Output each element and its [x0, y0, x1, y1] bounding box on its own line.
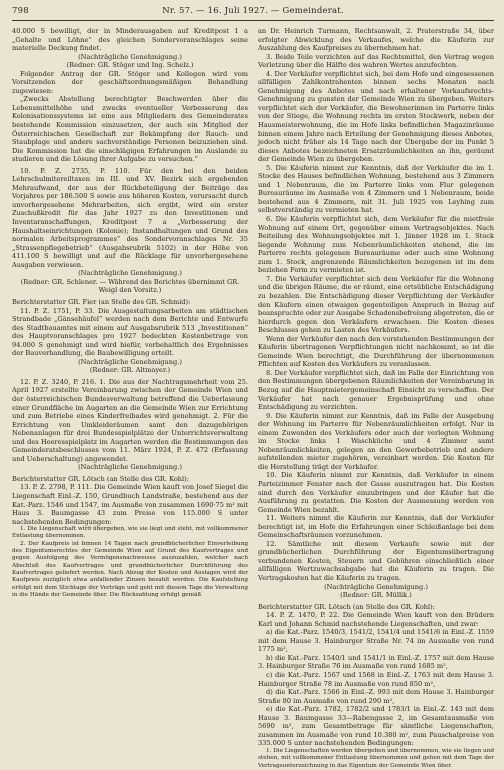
contract-clause: 3. Beide Teile verzichten auf das Rechtsmittel, den Vertrag wegen Verletzung über die Hälfte des wahren Wertes anzufechten. — [258, 52, 494, 70]
motion-quote: „Zwecks Abstellung berechtigter Beschwerden über die Lebensmittelhöhe und zwecks eventueller Verbesserung des Kolonisationssystems ist eine aus Mitgliedern des Gemeinderates bestehende Kommission einzusetzen, der auch ein Mitglied der Österreichischen Gesellschaft zur Bekämpfung der Rauch- und Staubplage und andere sachverständige Personen beizuziehen sind. Die Kommission hat die einschlägigen Erfahrungen im Auslande zu studieren und die Lösung ihrer Aufgabe zu versuchen.“ — [12, 95, 248, 164]
parcel-item-a: a) die Kat.-Parz. 1540/3, 1541/2, 1541/4 und 1541/6 in Einl.-Z. 1559 mit dem Hause 3. Hainburger Straße Nr. 74 im Ausmaße von rund 1775 m², — [258, 628, 494, 654]
contract-clause: 8. Der Verkäufer verpflichtet sich, daß im Falle der Einrichtung von den Bestimmungen übergebenen Räumlichkeiten der Vereinbarung in Bezug auf die Hauptmietergemeinschaft Einsicht zu verschaffen. Der Verkäufer hat nach genauer Ergebnisprüfung und ohne Entschädigung zu verzichten. — [258, 368, 494, 412]
parcel-item-b: b) die Kat.-Parz. 1540/1 und 1541/1 in Einl.-Z. 1757 mit dem Hause 3. Hainburger Straße 76 im Ausmaße von rund 1685 m², — [258, 653, 494, 671]
contract-clause: 10. Die Käuferin nimmt zur Kenntnis, daß Verkäufer in einem Parteizimmer Fenster nach der Gasse auszutragen hat. Die Kosten sind durch den Verkäufer einzubringen und der Käufer hat die Ausführung zu gestatten. Die Kosten der Ausmessung werden von Gemeinde Wien bezahlt. — [258, 471, 494, 514]
rapporteur-heading: Berichterstatter GR. Lötsch (an Stelle des GR. Kohl): — [12, 474, 189, 483]
paragraph: 40.000 S bewilligt, der in Minderausgaben auf Kreditpost 1 a „Gehalte und Löhne“ des gleichen Sondervoranschlages seine materielle Deckung findet. — [12, 27, 248, 53]
speakers-note: (Redner: GR. Altmayer.) — [89, 366, 171, 375]
agenda-item-14: 14. P. Z. 1470, P. 22. Die Gemeinde Wien kauft von den Brüdern Karl und Johann Schmid nachstehende Liegenschaften, und zwar: — [258, 611, 494, 628]
condition-clause: 1. Die Liegenschaft wird übergeben, wie sie liegt und steht, mit vollkommener Entlastung übernommen. — [12, 526, 248, 540]
speakers-note: (Redner: GR. Schlener. — Während des Berichtes übernimmt GR. Weigl den Vorsitz.) — [20, 277, 240, 295]
paragraph: Folgender Antrag der GR. Stöger und Kollegen wird vom Vorsitzenden der geschäftsordnungsmäßigen Behandlung zugewiesen: — [12, 69, 248, 95]
left-column — [12, 27, 248, 675]
right-column — [258, 27, 495, 769]
agenda-item-12: 12. P. Z. 3240, P. 216. 1. Die aus der Nachtragsmehrheit vom 25. April 1927 erstellte Vereinbarung zwischen der Gemeinde Wien und der österreichischen Bundesverwaltung betreffend die Ueberlassung einer Grundfläche im Augarten an die Gemeinde Wien zur Errichtung und zum Betriebe eines Kinderfreibades wird genehmigt. 2. Für die Errichtung von Umkleideräumen samt den dazugehörigen Nebenanlagen für drei Bundesspielplätze der Unterrichtsverwaltung und des Heeresspielplatz im Augarten werden die Bestimmungen des Gemeinderatsbeschlusses vom 11. März 1924, P. Z. 472 (Erfassung und Ueberschaltung) angewendet. — [12, 377, 248, 463]
page-number: 798 — [12, 6, 29, 16]
approval-note: (Nachträgliche Genehmigung.) — [78, 52, 182, 61]
issue-title: Nr. 57. — 16. Juli 1927. — Gemeinderat. — [162, 6, 344, 16]
contract-clause: 12. Sämtliche mit diesem Verkaufe sowie mit der grundbücherlichen Durchführung der Eigentumsübertragung verbundenen Kosten, Steuern und Gebühren einschließlich einer allfälligen Wertzuwachsabgabe hat die Käuferin zu tragen. Die Vertragskosten hat die Käuferin zu tragen. — [258, 539, 494, 582]
rapporteur-heading: Berichterstatter GR. Lötsch (an Stelle des GR. Kohl): — [258, 602, 435, 611]
condition-clause: 1. Die Liegenschaften werden übergeben und übernommen, wie sie liegen und stehen, mit vollkommener Entlastung übernommen und gehen mit dem Tage der Vertragsunterzeichnung in das Eigentum der Gemeinde Wien über. — [258, 747, 495, 769]
contract-clause: Wenn der Verkäufer den nach den vorstehenden Bestimmungen der Käuferin übertragenen Verpflichtungen nicht nachkommt, so ist die Gemeinde Wien berechtigt, die Durchführung der übernommenen Pflichten auf Kosten des Verkäufers zu veranlassen. — [258, 334, 494, 369]
contract-clause: 11. Weiters nimmt die Käuferin zur Kenntnis, daß der Verkäufer berechtigt ist, im Hofe die Erfahrungen einer Schleißanlage bei dem Gemeinschaftsräumen vorzunehmen. — [258, 514, 494, 540]
agenda-item-11: 11. P. Z. 1751, P. 33. Die Ausgestaltungsarbeiten am städtischen Strandbade „Gänsehäufel“ werden nach dem Berichte und Entwurfe des Stadtbauamtes mit einem auf Ausgabsrubrik 513 „Investitionen“ des Hauptvoranschlages pro 1927 bedeckten Kostenbetrage von 94.000 S genehmigt und wird hiefür, vorbehaltlich des Ergebnisses der Bauverhandlung, die Baubewilligung erteilt. — [12, 306, 248, 358]
contract-clause: 5. Die Käuferin nimmt zur Kenntnis, daß der Verkäufer die im 1. Stocke des Hauses befindlichen Wohnung, bestehend aus 3 Zimmern und 1 Nebenraum, die im Parterre links vom Flur gelegenen Bureauräume im Ausmaße von 4 Zimmern und 1 Nebenraum, beide bestehend aus 4 Zimmern, mit 31. Juli 1925 von Leyhing zum selbstverständig zu vermieten hat. — [258, 163, 494, 215]
speakers-note: (Redner: GR. Müllik.) — [340, 591, 412, 600]
parcel-item-e: e) die Kat.-Parz. 1782, 1782/2 und 1783/1 in Einl.-Z. 143 mit dem Hause 3. Baumgasse 33—Rabengasse 2, im Gesamtausmaße von 5690 m², zum Gesamtbetrage für sämtliche Liegenschaften, zusammen im Ausmaße von rund 10.380 m², zum Pauschalpreise von 335.000 S unter nachstehenden Bedingungen: — [258, 705, 494, 748]
rapporteur-heading: Berichterstatter GR. Fier (an Stelle des GR. Schmid): — [12, 297, 191, 306]
contract-clause: 4. Der Verkäufer verpflichtet sich, bei dem Hofe und eingesessenen allfälligen Zahlkontrahenten binnen sechs Monaten nach Genehmigung des Anbotes und nach erhaltener Vorkaufsrechts-Genehmigung zu gunsten der Gemeinde Wien zu übergeben. Weiters verpflichtet sich der Verkäufer, die Bewohnerinnen im Parterre links von der Stiege, die Wohnung rechts im ersten Stockwerk, neben der Hausmeisterwohnung, die im Hofe links befindlichen Magazinräume binnen einem Jahre nach Erteilung der Genehmigung dieses Anbotes, jedoch nicht früher als 14 Tage nach der Übergabe der im Punkt 5 dieses Anbotes bezeichneten Ersatzräumlichkeiten an ihn, geräumt der Gemeinde Wien zu übergeben. — [258, 69, 494, 164]
text-columns — [12, 27, 495, 769]
contract-clause: 9. Die Käuferin nimmt zur Kenntnis, daß im Falle der Ausgebung der Wohnung im Parterre für Nebenräumlichkeiten erfolgt. Nur in einem Zuwenden des Verkäufers oder auch der verlegten Wohnung im Stocke links 1 Waschküche und 4 Zimmer samt Nebenräumlichkeiten, gelegen an den Gewerbebetrieb und andere aufstellenden mieter zugehören, vereinbart werden. Die Kosten für die Herstellung trägt der Verkäufer. — [258, 411, 494, 471]
paragraph: an Dr. Heinrich Turmann, Rechtsanwalt, 2. Praterstraße 34, über erfolgter Abwicklung des Verkaufes, welche die Käuferin zur Auszahlung des Kaufpreises zu übernehmen hat. — [258, 27, 494, 53]
agenda-item-13: 13. P. Z. 2798, P. 111. Die Gemeinde Wien kauft von Josef Siegel die Liegenschaft Einl.-Z. 150, Grundbuch Landstraße, bestehend aus der Kat.-Parz. 1546 und 1547, im Ausmaße von zusammen 1690·75 m² mit Haus 3. Baumgasse 43 zum Preise von 115.000 S unter nachstehenden Bedingungen: — [12, 483, 249, 526]
parcel-item-d: d) die Kat.-Parz. 1566 in Einl.-Z. 993 mit dem Hause 3. Hainburger Straße 80 im Ausmaße von rund 290 m², — [258, 688, 494, 705]
condition-clause: 2. Der Kaufpreis ist binnen 14 Tagen nach grundbücherlicher Einverleibung des Eigentumsrechtes der Gemeinde Wien auf Grund des Kaufvertrages und gegen Ausfolgung des Vermögensnachweises auszuzahlen, welcher nach Abschluß des Kaufvertrages und grundbücherlicher Durchführung des Kaufvertrages geliefert werden. Nach Abzug der Kosten und Auslagen wird der Kaufpreis zuzüglich etwa anfallender Zinsen bezahlt werden. Die Kaufstellung erfolgt mit dem Stichtage der Verträge und geht mit diesem Tage die Verwaltung in die Hände der Gemeinde über. Die Rückzahlung erfolgt gemäß — [12, 540, 248, 598]
parcel-item-c: c) die Kat.-Parz. 1567 und 1568 in Einl.-Z. 1763 mit dem Hause 3. Hainburger Straße 78 im Ausmaße von rund 850 m², — [258, 671, 494, 688]
contract-clause: 6. Die Käuferin verpflichtet sich, dem Verkäufer für die mietfreie Wohnung auf einem Ort, gegenüber einem Vertragsobjektes. Nach Beiteilung des Wohnungsobjektes mit 1. Jänner 1928 im 1. Stock liegende Wohnung zum Nebenräumlichkeiten stehend, die im Parterre rechts gelegenen Bureauräume oder auch eine Wohnung zum 1. Stock, angrenzende Räumlichkeiten bezogenen ist im dem beziehen Form zu vermieten ist. — [258, 215, 494, 275]
page-header — [12, 6, 494, 21]
contract-clause: 7. Die Verkäufer verpflichtet sich dem Verkäufer für die Wohnung und die übrigen Räume, die er räumt, eine ortsübliche Entschädigung zu bezahlen. Die Entschädigung dieser Verpflichtung der Verkäufer den Käufern einen etwaigen gegenteiligen Anspruch in Bezug auf beanspruchte oder zur Ausgabe Schadensbefreiung abgetreten, die er hierdurch gegen den Verkäufern erwachsen. Die Kosten dieses Beschlusses gehen zu Lasten des Verkäufers. — [258, 274, 494, 335]
speakers-note: (Redner: GR. Stöger und Ing. Schelz.) — [66, 61, 194, 70]
approval-note: (Nachträgliche Genehmigung.) — [78, 269, 182, 278]
agenda-item-10: 10. P. Z. 2735, P. 110. Für den bei den beiden Lehrschulmitereiltaxen im III. und XV. Bezirk sich ergebenden Mehraufwand, der aus der Rückbeteiligung der Beiträge des Vorjahres per 186.500 S sowie aus höheren Kosten, verursacht durch unvorhergesehene Mehrarbeiten, sich ergibt, wird ein erster Zuschußkredit für das Jahr 1927 zu den Investitionen und Inventaranschaffungen, Kreditpost 7 a „Verbesserung der Haushaltseinrichtungen (Kolonie); Instandhaltungen und Grund des normalen Arbeitsprogrammes“ des Sondervoranschlages Nr. 35 „Strassenpflegebetrieb“ (Ausgabsrubrik 5102) in der Höhe von 411.100 S bewilligt und auf die Rücklage für unvorhergesehene Ausgaben verwiesen. — [12, 166, 248, 269]
approval-note: (Nachträgliche Genehmigung.) — [78, 463, 182, 472]
approval-note: (Nachträgliche Genehmigung.) — [78, 357, 182, 366]
approval-note: (Nachträgliche Genehmigung.) — [324, 582, 428, 591]
